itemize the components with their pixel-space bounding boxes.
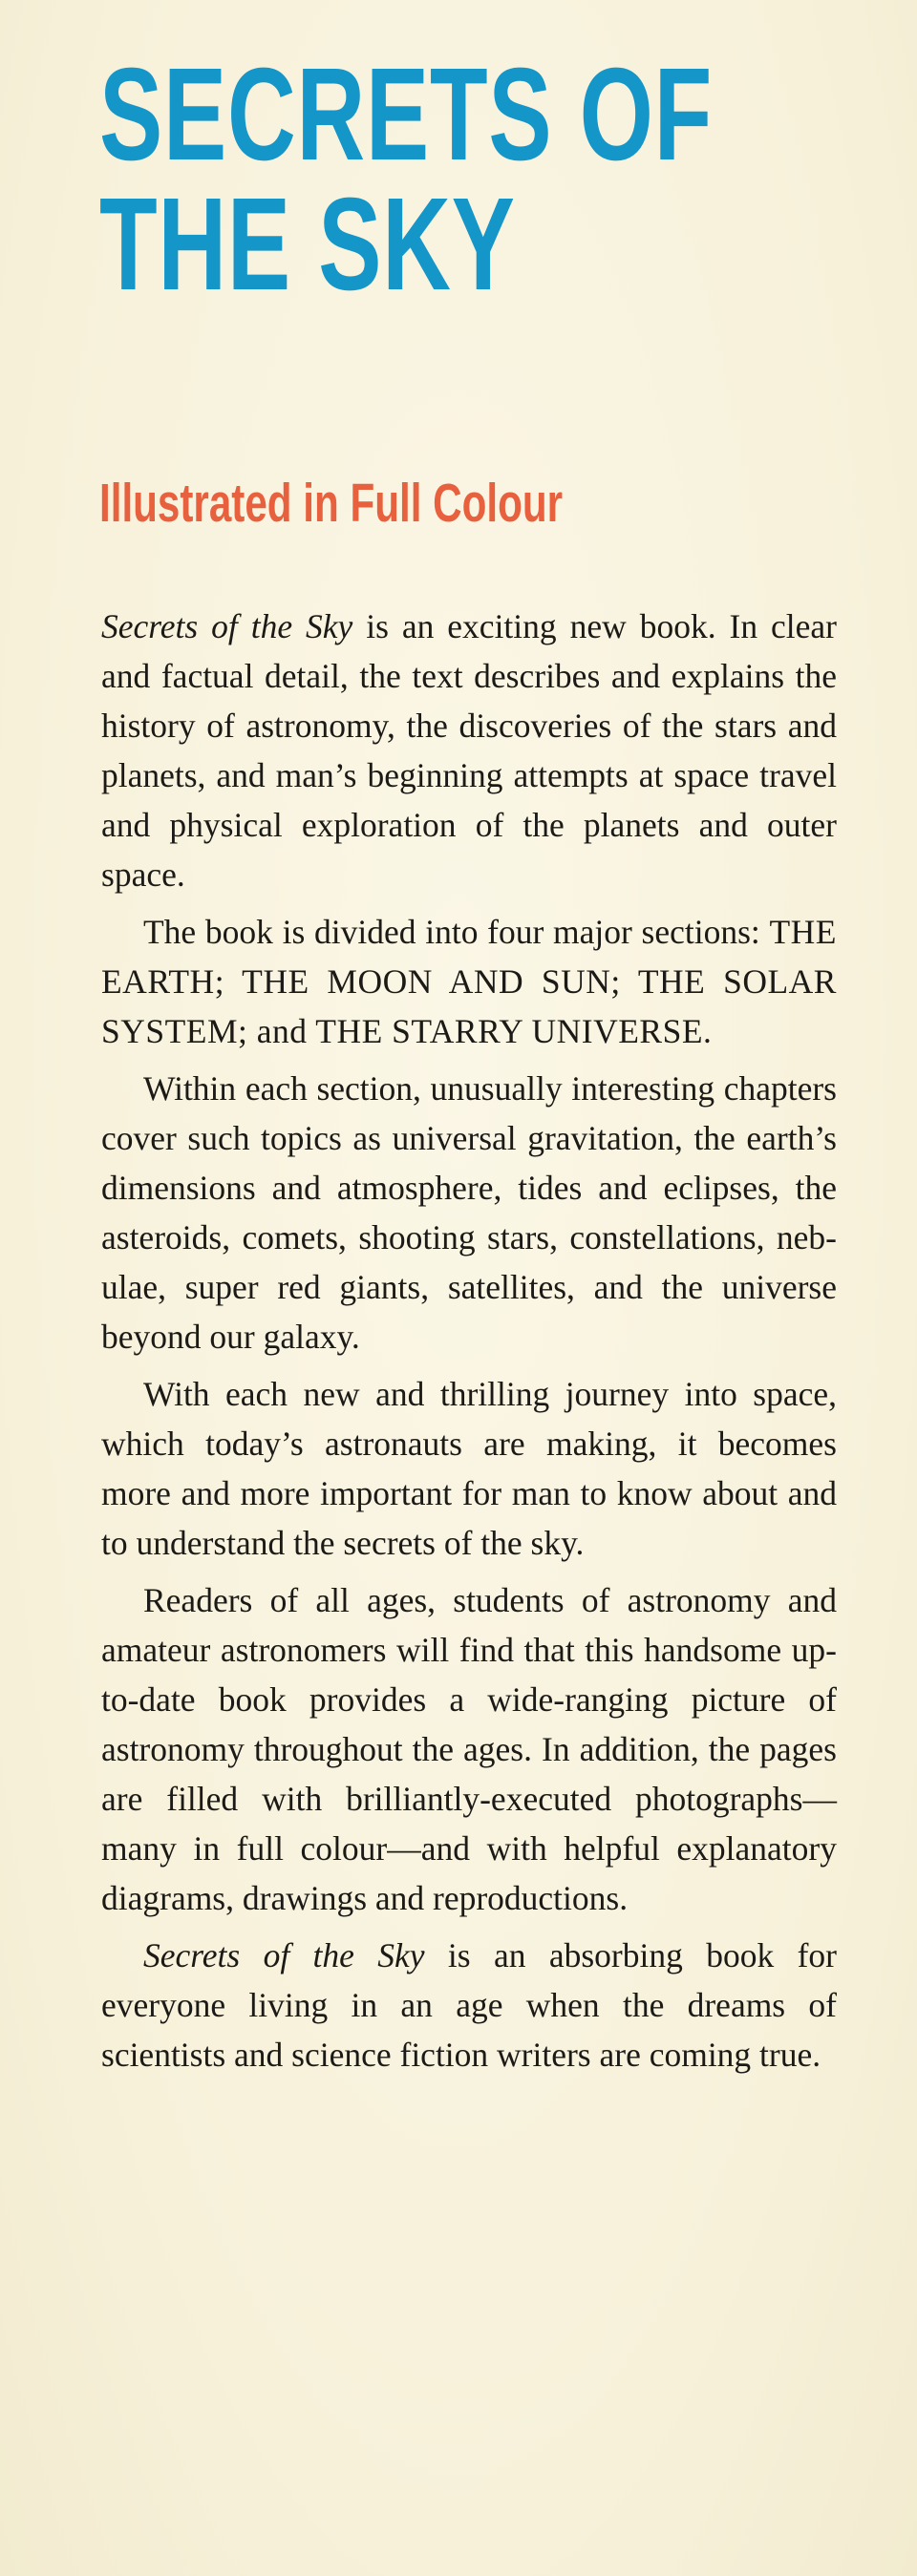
book-subtitle: Illustrated in Full Colour	[99, 473, 564, 534]
blurb-text	[101, 602, 837, 2087]
blurb-paragraph-2	[101, 907, 837, 1056]
book-title-italic: Secrets of the Sky	[143, 1936, 425, 1974]
book-title	[99, 41, 714, 318]
blurb-paragraph-4: With each new and thrilling journey into space, which today’s astronauts are making, it becomes more and more important for man to know about and to understand the secrets of the sky.	[101, 1375, 837, 1562]
paragraph-text: is an exciting new book. In clear and factual detail, the text describes and explains the history of astronomy, the discoveries of the stars and planets, and man’s beginning attempts at space travel and physical exploration of the planets and outer space.	[101, 607, 837, 894]
book-title-italic: Secrets of the Sky	[101, 607, 353, 645]
paragraph-text: is an absorbing book for everyone living in an age when the dreams of scientists and science fiction writers are coming true.	[101, 1936, 837, 2074]
blurb-paragraph-1	[101, 602, 837, 899]
blurb-paragraph-6	[101, 1931, 837, 2080]
book-title-line-1: SECRETS OF	[99, 41, 714, 188]
paragraph-text: The book is divided into four major sections:	[143, 913, 770, 951]
blurb-paragraph-5: Readers of all ages, students of astronomy and amateur astronomers will find that this handsome up-to-date book provides a wide-ranging picture of astronomy throughout the ages. In addition, the pages are filled with brilliantly-executed photographs—many in full colour—and with helpful explanatory diagrams, drawings and reproductions.	[101, 1581, 837, 1917]
section-list: THE EARTH; THE MOON AND SUN; THE SOLAR SYSTEM; and THE STARRY UNIVERSE.	[101, 913, 837, 1050]
blurb-paragraph-3: Within each section, unusually interesting chapters cover such topics as universal gravitation, the earth’s dimensions and atmosphere, tides and eclipses, the asteroids, comets, shooting stars, constellations, nebulae, super red giants, satellites, and the universe beyond our galaxy.	[101, 1069, 837, 1356]
book-title-line-2: THE SKY	[99, 171, 516, 318]
